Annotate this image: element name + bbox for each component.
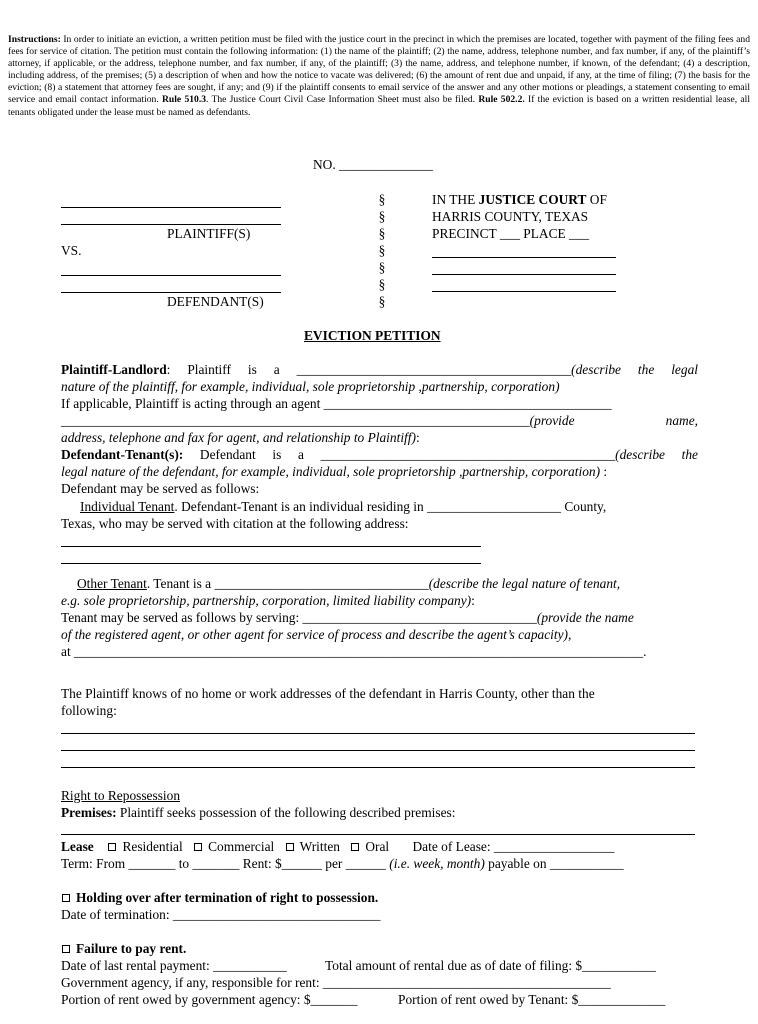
other-tenant-text[interactable]: . Tenant is a ________________________________ (146, 576, 429, 591)
rule-502-2: Rule 502.2. (478, 94, 525, 106)
other-tenant-served-line[interactable] (61, 609, 634, 626)
petition-title: EVICTION PETITION (304, 328, 441, 343)
individual-address-line-2[interactable] (61, 562, 481, 564)
tenant-portion-field[interactable]: Portion of rent owed by Tenant: $_____________ (398, 992, 666, 1007)
defendant-text: Defendant is a (183, 447, 321, 462)
premises-label: Premises: (61, 805, 117, 820)
holding-over-label: Holding over after termination of right to possession. (76, 890, 379, 905)
plaintiff-hint-2: nature of the plaintiff, for example, individual, sole proprietorship ,partnership, corporation) (61, 379, 560, 394)
section-mark: § (378, 243, 386, 258)
section-mark: § (378, 294, 386, 309)
served-by-text[interactable]: Tenant may be served as follows by serving: ___________________________________ (61, 610, 537, 625)
court-prefix: IN THE (432, 192, 479, 207)
known-addresses-line-2: following: (61, 703, 117, 718)
date-of-termination-field[interactable]: Date of termination: _______________________________ (61, 907, 381, 922)
lease-line (61, 838, 614, 855)
court-blank-line-1[interactable] (432, 256, 616, 258)
plaintiff-agent-line[interactable]: If applicable, Plaintiff is acting through an agent ___________________________________________ (61, 396, 612, 411)
county-line: HARRIS COUNTY, TEXAS (432, 209, 589, 224)
known-address-blank-1[interactable] (61, 732, 695, 734)
term-hint: (i.e. week, month) (389, 856, 485, 871)
premises-blank[interactable] (61, 833, 695, 835)
agent-hint-2: address, telephone and fax for agent, and relationship to Plaintiff) (61, 430, 416, 445)
defendant-name-line-1[interactable] (61, 274, 281, 276)
plaintiff-name-line-1[interactable] (61, 206, 281, 208)
precinct-place-line[interactable]: PRECINCT ___ PLACE ___ (432, 226, 590, 241)
other-tenant-at-line[interactable]: at _____________________________________________________________________________________. (61, 644, 647, 659)
defendant-hint-2: legal nature of the defendant, for example, individual, sole proprietorship ,partnership, corporation) (61, 464, 601, 479)
plaintiff-nature-blank[interactable]: _________________________________________ (296, 362, 572, 377)
defendant-line-1[interactable] (61, 446, 698, 463)
plaintiff-line-5 (61, 429, 420, 446)
individual-tenant-text[interactable]: . Defendant-Tenant is an individual residing in ____________________ County, (174, 499, 607, 514)
served-by-hint: (provide the name (536, 610, 634, 625)
failure-to-pay-checkbox[interactable] (62, 945, 70, 953)
known-address-blank-3[interactable] (61, 766, 695, 768)
other-tenant-hint: (describe the legal nature of tenant, (428, 576, 621, 591)
agent-hint: (provide name, (529, 413, 698, 428)
payable-on-field[interactable]: payable on ___________ (484, 856, 624, 871)
plaintiff-line-1[interactable] (61, 361, 698, 378)
individual-address-line-1[interactable] (61, 545, 481, 547)
right-to-repossession-heading: Right to Repossession (61, 788, 181, 803)
individual-tenant-label: Individual Tenant (80, 499, 175, 514)
holding-over-line (61, 889, 378, 906)
instructions-paragraph (8, 34, 750, 119)
other-tenant-line[interactable] (77, 575, 620, 592)
plaintiff-hint: (describe the legal (571, 362, 698, 377)
other-tenant-label: Other Tenant (77, 576, 147, 591)
defendant-served-line: Defendant may be served as follows: (61, 481, 260, 496)
colon: : (471, 593, 475, 608)
section-mark: § (378, 226, 386, 241)
last-payment-field[interactable]: Date of last rental payment: ___________ (61, 958, 287, 973)
defendant-label: DEFENDANT(S) (167, 294, 264, 309)
plaintiff-agent-details-line[interactable] (61, 412, 698, 429)
government-agency-field[interactable]: Government agency, if any, responsible for rent: ___________________________________________ (61, 975, 611, 990)
court-blank-line-2[interactable] (432, 273, 616, 275)
individual-tenant-line[interactable] (80, 498, 606, 515)
court-suffix: OF (586, 192, 607, 207)
vs-label: VS. (61, 243, 82, 258)
section-mark: § (378, 260, 386, 275)
premises-line (61, 804, 455, 821)
court-blank-line-3[interactable] (432, 290, 616, 292)
rule-510-3: Rule 510.3 (162, 94, 207, 106)
failure-to-pay-line (61, 940, 186, 957)
govt-portion-field[interactable]: Portion of rent owed by government agency: $_______ (61, 992, 358, 1007)
other-tenant-line-2 (61, 592, 475, 609)
written-label: Written (299, 839, 340, 854)
other-tenant-hint-2: e.g. sole proprietorship, partnership, corporation, limited liability company) (61, 593, 472, 608)
defendant-hint: (describe the (615, 447, 698, 462)
defendant-line-2 (61, 463, 607, 480)
instructions-text-3: If the eviction is based on a written residential lease, all tenants obligated under the lease must be named as defendants. (8, 94, 750, 118)
oral-checkbox[interactable] (351, 843, 359, 851)
commercial-checkbox[interactable] (194, 843, 202, 851)
commercial-label: Commercial (208, 839, 275, 854)
oral-label: Oral (365, 839, 390, 854)
other-tenant-line-4 (61, 626, 571, 643)
section-mark: § (378, 192, 386, 207)
date-of-lease-field[interactable]: Date of Lease: __________________ (412, 839, 615, 854)
section-mark: § (378, 277, 386, 292)
plaintiff-landlord-label: Plaintiff-Landlord (61, 362, 167, 377)
court-heading (432, 191, 607, 208)
case-number-field[interactable]: NO. ______________ (313, 157, 433, 172)
written-checkbox[interactable] (286, 843, 294, 851)
plaintiff-label: PLAINTIFF(S) (167, 226, 251, 241)
total-rent-due-field[interactable]: Total amount of rental due as of date of filing: $___________ (325, 958, 656, 973)
term-line[interactable] (61, 855, 624, 872)
holding-over-checkbox[interactable] (62, 894, 70, 902)
court-name: JUSTICE COURT (478, 192, 587, 207)
residential-label: Residential (122, 839, 183, 854)
known-address-blank-2[interactable] (61, 749, 695, 751)
individual-tenant-line-2: Texas, who may be served with citation at the following address: (61, 516, 409, 531)
residential-checkbox[interactable] (108, 843, 116, 851)
section-mark: § (378, 209, 386, 224)
colon: : (600, 464, 608, 479)
agent-capacity-hint: of the registered agent, or other agent for service of process and describe the agent’s capacity) (61, 627, 568, 642)
plaintiff-line-2 (61, 378, 560, 395)
defendant-nature-blank[interactable]: ____________________________________________ (320, 447, 616, 462)
instructions-text: In order to initiate an eviction, a written petition must be filed with the justice court in the precinct in which the premises are located, together with payment of the filing fees and fees for service of citation. The petition must contain the following information: (1) the name of the plaintiff; (2) the name, address, telephone number, and fax number, if any, of the plaintiff’s attorney, if applicable, or the address, telephone number, and fax number, if any, of the plaintiff; (3) the name, address, and telephone number, if known, of the defendant; (4) a description, including address, of the premises; (5) a description of when and how the notice to vacate was delivered; (6) the amount of rent due and unpaid, if any, at the time of filing; (7) the basis for the eviction; (8) a statement that attorney fees are sought, if any; and (9) if the plaintiff consents to email service of the answer and any other motions or pleadings, a statement consenting to email service and email contact information. (8, 34, 750, 106)
defendant-tenant-label: Defendant-Tenant(s): (61, 447, 184, 462)
failure-to-pay-label: Failure to pay rent. (76, 941, 187, 956)
premises-text: Plaintiff seeks possession of the following described premises: (116, 805, 456, 820)
agent-details-blank[interactable]: ______________________________________________________________________ (61, 413, 530, 428)
colon: : (415, 430, 420, 445)
plaintiff-text: : Plaintiff is a (166, 362, 297, 377)
comma: , (568, 627, 572, 642)
instructions-text-2: . The Justice Court Civil Case Information Sheet must also be filed. (206, 94, 479, 106)
lease-label: Lease (61, 839, 94, 854)
instructions-label: Instructions: (8, 34, 61, 45)
term-text[interactable]: Term: From _______ to _______ Rent: $______ per ______ (61, 856, 390, 871)
known-addresses-line-1: The Plaintiff knows of no home or work addresses of the defendant in Harris County, other than the (61, 686, 595, 701)
